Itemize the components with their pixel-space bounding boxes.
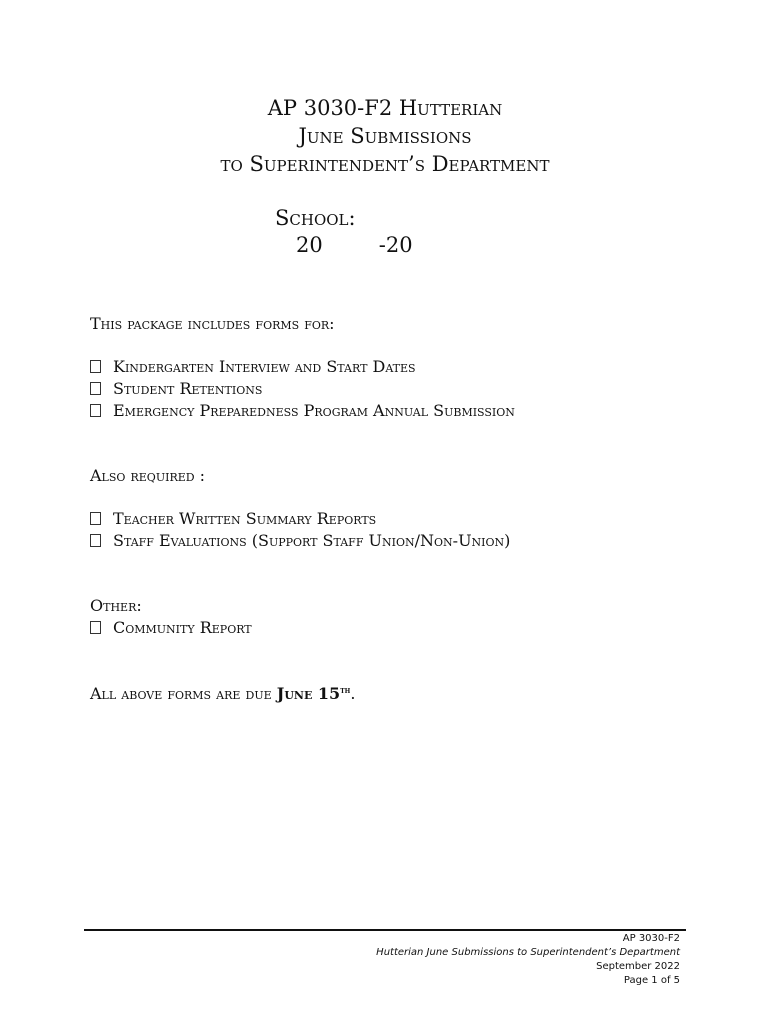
checklist-item-emergency: Emergency Preparedness Program Annual Submission [90,400,515,422]
also-required-heading: Also required : [90,466,206,485]
checkbox-icon[interactable] [90,382,101,395]
checklist-item-kindergarten: Kindergarten Interview and Start Dates [90,356,416,378]
document-title-line-2: June Submissions [298,124,472,148]
checkbox-icon[interactable] [90,512,101,525]
footer-title: Hutterian June Submissions to Superintendent’s Department [376,947,680,958]
footer-divider [84,929,686,931]
due-prefix: All above forms are due [90,684,272,703]
footer-date: September 2022 [596,961,680,972]
due-date: June 15th [276,684,351,703]
school-year [296,231,413,259]
due-end: . [350,684,356,703]
school-label: School: [275,206,356,230]
footer-code: AP 3030-F2 [622,933,680,944]
document-title-line-3: to Superintendent’s Department [220,152,550,176]
due-date-line [90,680,355,705]
checkbox-icon[interactable] [90,621,101,634]
checkbox-icon[interactable] [90,534,101,547]
school-year-start: 20 [296,233,323,257]
package-intro: This package includes forms for: [90,314,335,333]
due-date-suffix: th [340,686,351,696]
checkbox-icon[interactable] [90,360,101,373]
checklist-item-community-report: Community Report [90,617,252,639]
checklist-item-retentions: Student Retentions [90,378,262,400]
checkbox-icon[interactable] [90,404,101,417]
document-title-line-1: AP 3030-F2 Hutterian [267,96,503,120]
checklist-item-teacher-reports: Teacher Written Summary Reports [90,508,376,530]
school-year-end: -20 [378,233,413,257]
other-heading: Other: [90,596,142,615]
footer-page-number: Page 1 of 5 [623,975,680,986]
checklist-item-staff-evaluations: Staff Evaluations (Support Staff Union/Non-Union) [90,530,510,552]
